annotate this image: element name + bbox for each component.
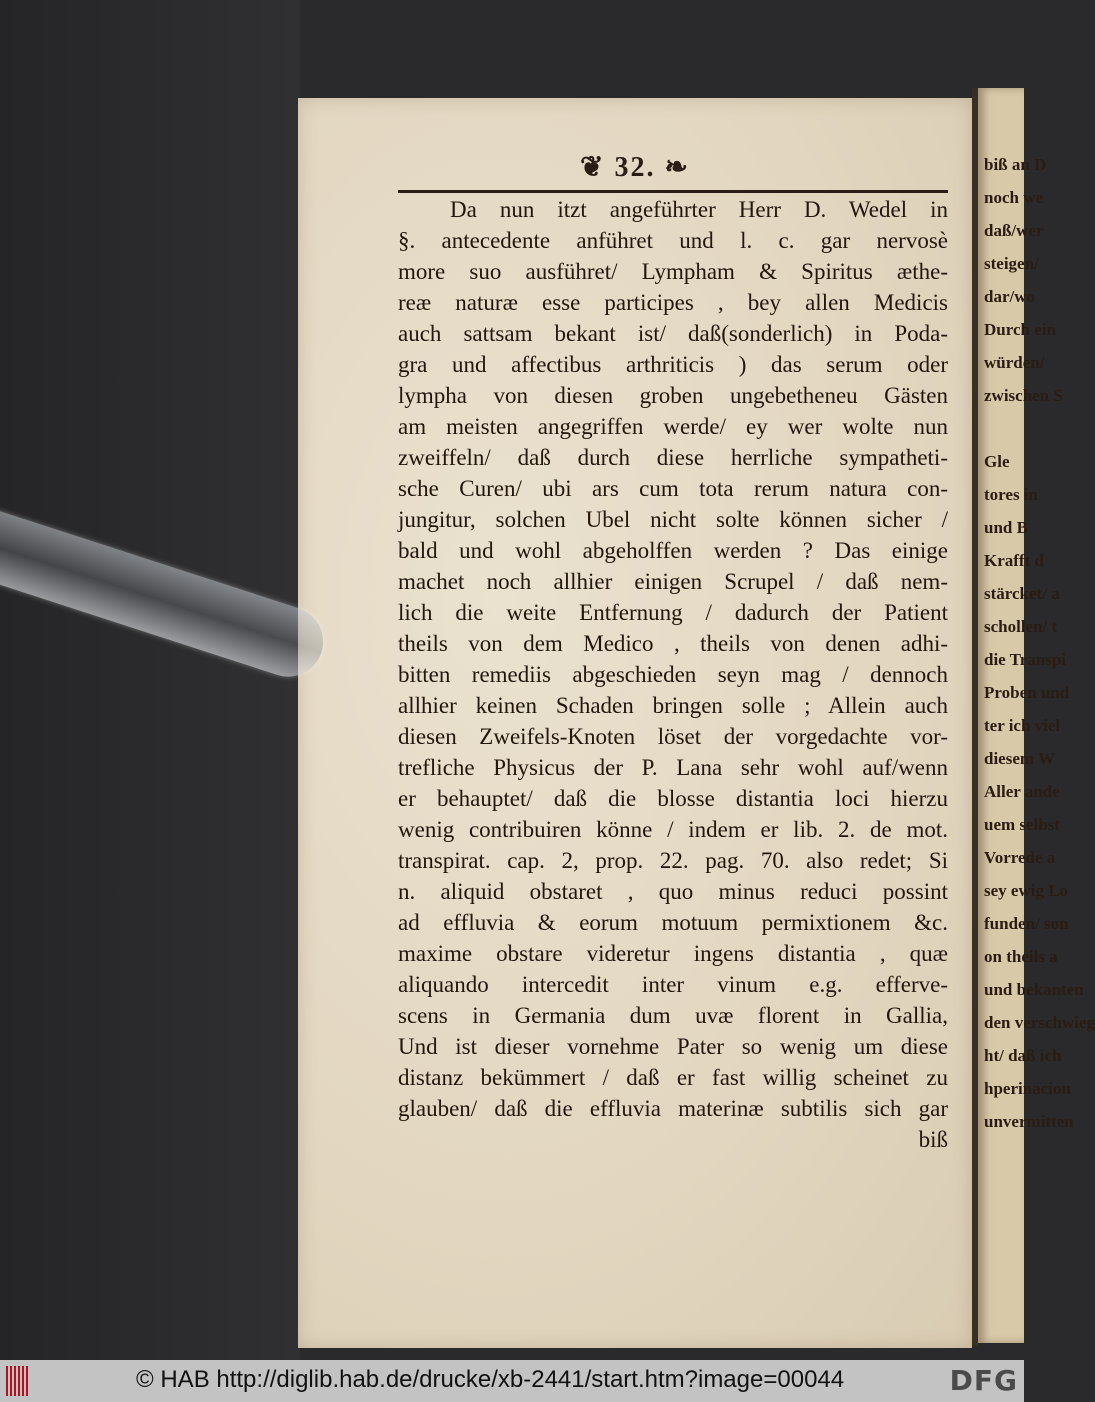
text-line: scens in Germania dum uvæ florent in Gallia,	[398, 1003, 948, 1028]
facing-text-line: ht/ daß ich	[984, 1046, 1062, 1065]
facing-text-line: dar/wo	[984, 287, 1035, 306]
facing-text-line: würden/	[984, 353, 1045, 372]
text-line: allhier keinen Schaden bringen solle ; Allein auch	[398, 693, 948, 718]
text-line: distanz bekümmert / daß er fast willig scheinet zu	[398, 1065, 948, 1090]
facing-text-line: unvermitten	[984, 1112, 1074, 1131]
page-body-text	[398, 194, 948, 1155]
facing-text-line: biß an D	[984, 155, 1047, 174]
facing-text-line: zwischen S	[984, 386, 1063, 405]
facing-text-line: funden/ son	[984, 914, 1069, 933]
text-line: machet noch allhier einigen Scrupel / daß nem-	[398, 569, 948, 594]
text-line: Da nun itzt angeführter Herr D. Wedel in	[450, 197, 948, 222]
facing-text-line: tores in	[984, 485, 1038, 504]
text-line: §. antecedente anführet und l. c. gar nervosè	[398, 228, 948, 253]
facing-text-line: und bekanten	[984, 980, 1084, 999]
facing-page-edge	[978, 88, 1095, 1343]
ornament-left: ❦	[580, 152, 615, 183]
facing-text-line: sey ewig Lo	[984, 881, 1069, 900]
text-line: theils von dem Medico , theils von denen adhi-	[398, 631, 948, 656]
hab-logo-icon	[6, 1366, 28, 1396]
header-rule	[398, 190, 948, 193]
text-line: reæ naturæ esse participes , bey allen Medicis	[398, 290, 948, 315]
facing-text-line: und B	[984, 518, 1028, 537]
text-line: auch sattsam bekant ist/ daß(sonderlich) in Poda-	[398, 321, 948, 346]
text-line: jungitur, solchen Ubel nicht solte können sicher /	[398, 507, 948, 532]
facing-text-line: die Transpi	[984, 650, 1067, 669]
ornament-right: ❧	[655, 152, 690, 183]
text-line: diesen Zweifels-Knoten löset der vorgedachte vor-	[398, 724, 948, 749]
footer-citation-link[interactable]: © HAB http://diglib.hab.de/drucke/xb-2441/start.htm?image=00044	[136, 1366, 845, 1393]
text-line: ad effluvia & eorum motuum permixtionem &c.	[398, 910, 948, 935]
facing-text-line: Proben und	[984, 683, 1070, 702]
text-line: transpirat. cap. 2, prop. 22. pag. 70. also redet; Si	[398, 848, 948, 873]
text-line: glauben/ daß die effluvia materinæ subtilis sich gar	[398, 1096, 948, 1121]
text-line: lich die weite Entfernung / dadurch der Patient	[398, 600, 948, 625]
text-line: sche Curen/ ubi ars cum tota rerum natura con-	[398, 476, 948, 501]
footer-bar	[0, 1360, 1024, 1402]
text-line: am meisten angegriffen werde/ ey wer wolte nun	[398, 414, 948, 439]
page-header	[298, 150, 972, 184]
text-line: n. aliquid obstaret , quo minus reduci possint	[398, 879, 948, 904]
facing-text-line: Gle	[984, 452, 1010, 471]
text-line: more suo ausführet/ Lympham & Spiritus æthe-	[398, 259, 948, 284]
facing-text-line: uem selbst	[984, 815, 1061, 834]
text-line: bitten remediis abgeschieden seyn mag / dennoch	[398, 662, 948, 687]
facing-text-line: diesem W	[984, 749, 1055, 768]
facing-text-line: hperinacion	[984, 1079, 1071, 1098]
page-number: 32.	[614, 152, 656, 183]
dark-background	[0, 0, 300, 1360]
facing-text-line: stärcket/ a	[984, 584, 1060, 603]
facing-text-line: Krafft d	[984, 551, 1044, 570]
facing-text-line: ter ich viel	[984, 716, 1061, 735]
dfg-logo: DFG	[949, 1364, 1018, 1397]
text-line: bald und wohl abgeholffen werden ? Das einige	[398, 538, 948, 563]
text-line: zweiffeln/ daß durch diese herrliche sympatheti-	[398, 445, 948, 470]
text-line: gra und affectibus arthriticis ) das serum oder	[398, 352, 948, 377]
facing-text-line: steigen/	[984, 254, 1039, 273]
facing-text-line: Vorrede a	[984, 848, 1056, 867]
text-line: Und ist dieser vornehme Pater so wenig um diese	[398, 1034, 948, 1059]
facing-page-text	[984, 148, 1095, 1138]
facing-text-line: Aller ande	[984, 782, 1060, 801]
catchword: biß	[918, 1127, 948, 1152]
text-line: er behauptet/ daß die blosse distantia loci hierzu	[398, 786, 948, 811]
facing-text-line	[984, 412, 1095, 445]
facing-text-line: Durch ein	[984, 320, 1056, 339]
text-line: trefliche Physicus der P. Lana sehr wohl auf/wenn	[398, 755, 948, 780]
facing-text-line: den verschwieg	[984, 1013, 1095, 1032]
text-line: maxime obstare videretur ingens distantia , quæ	[398, 941, 948, 966]
text-line: aliquando intercedit inter vinum e.g. efferve-	[398, 972, 948, 997]
text-line: wenig contribuiren könne / indem er lib. 2. de mot.	[398, 817, 948, 842]
facing-text-line: daß/wer	[984, 221, 1044, 240]
facing-text-line: schollen/ t	[984, 617, 1058, 636]
text-line: lympha von diesen groben ungebetheneu Gästen	[398, 383, 948, 408]
facing-text-line: on theils a	[984, 947, 1058, 966]
facing-text-line: noch we	[984, 188, 1044, 207]
book-page	[298, 98, 972, 1348]
